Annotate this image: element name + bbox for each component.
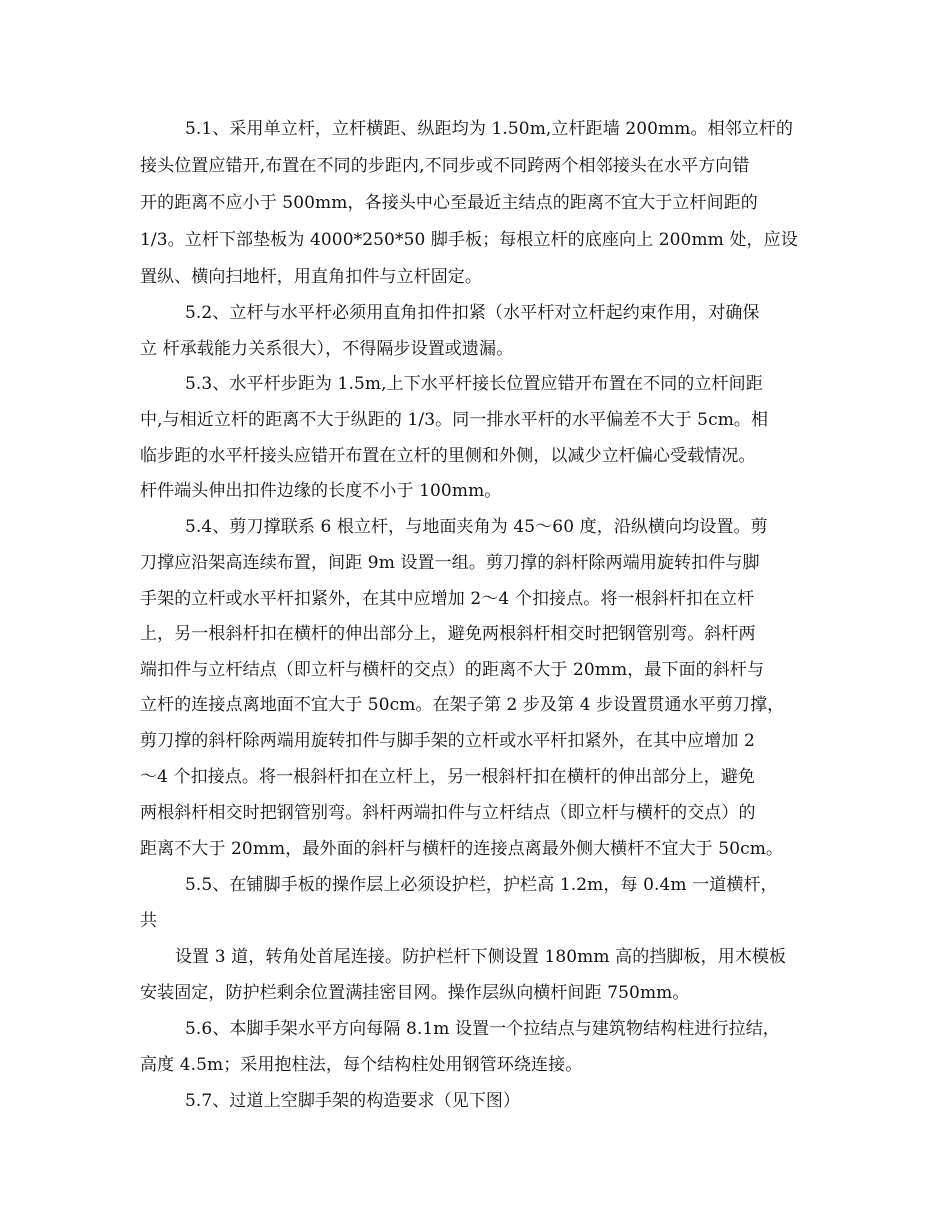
text-line: 立杆的连接点离地面不宜大于 50cm。在架子第 2 步及第 4 步设置贯通水平剪刀撑， bbox=[140, 695, 785, 715]
text-line: 中,与相近立杆的距离不大于纵距的 1/3。同一排水平杆的水平偏差不大于 5cm。相 bbox=[140, 410, 769, 430]
text-line: 共 bbox=[140, 911, 158, 931]
text-line: 5.7、过道上空脚手架的构造要求（见下图） bbox=[185, 1091, 521, 1111]
text-line: 接头位置应错开,布置在不同的步距内,不同步或不同跨两个相邻接头在水平方向错 bbox=[140, 156, 750, 176]
text-line: 5.4、剪刀撑联系 6 根立杆，与地面夹角为 45～60 度，沿纵横向均设置。剪 bbox=[185, 517, 768, 537]
text-line: 置纵、横向扫地杆，用直角扣件与立杆固定。 bbox=[140, 267, 482, 287]
text-line: 上，另一根斜杆扣在横杆的伸出部分上，避免两根斜杆相交时把钢管别弯。斜杆两 bbox=[140, 624, 756, 644]
text-line: 5.3、水平杆步距为 1.5m,上下水平杆接长位置应错开布置在不同的立杆间距 bbox=[185, 374, 763, 394]
text-line: 刀撑应沿架高连续布置，间距 9m 设置一组。剪刀撑的斜杆除两端用旋转扣件与脚 bbox=[140, 553, 760, 573]
text-line: 剪刀撑的斜杆除两端用旋转扣件与脚手架的立杆或水平杆扣紧外，在其中应增加 2 bbox=[140, 731, 755, 751]
text-line: 5.5、在铺脚手板的操作层上必须设护栏，护栏高 1.2m，每 0.4m 一道横杆， bbox=[185, 875, 778, 895]
text-line: 5.1、采用单立杆，立杆横距、纵距均为 1.50m,立杆距墙 200mm。相邻立杆的 bbox=[185, 119, 794, 139]
text-line: 设置 3 道，转角处首尾连接。防护栏杆下侧设置 180mm 高的挡脚板，用木模板 bbox=[175, 947, 787, 967]
text-line: 5.2、立杆与水平杆必须用直角扣件扣紧（水平杆对立杆起约束作用，对确保 bbox=[185, 303, 760, 323]
text-line: 开的距离不应小于 500mm，各接头中心至最近主结点的距离不宜大于立杆间距的 bbox=[140, 193, 758, 213]
text-line: 立 杆承载能力关系很大），不得隔步设置或遗漏。 bbox=[140, 339, 514, 359]
text-line: 距离不大于 20mm，最外面的斜杆与横杆的连接点离最外侧大横杆不宜大于 50cm。 bbox=[140, 839, 784, 859]
text-line: 手架的立杆或水平杆扣紧外，在其中应增加 2～4 个扣接点。将一根斜杆扣在立杆 bbox=[140, 589, 755, 609]
text-line: 高度 4.5m；采用抱柱法，每个结构柱处用钢管环绕连接。 bbox=[140, 1055, 583, 1075]
text-line: 5.6、本脚手架水平方向每隔 8.1m 设置一个拉结点与建筑物结构柱进行拉结， bbox=[185, 1019, 780, 1039]
text-line: ～4 个扣接点。将一根斜杆扣在立杆上，另一根斜杆扣在横杆的伸出部分上，避免 bbox=[140, 767, 755, 787]
text-line: 两根斜杆相交时把钢管别弯。斜杆两端扣件与立杆结点（即立杆与横杆的交点）的 bbox=[140, 803, 756, 823]
text-line: 安装固定，防护栏剩余位置满挂密目网。操作层纵向横杆间距 750mm。 bbox=[140, 983, 690, 1003]
text-line: 1/3。立杆下部垫板为 4000*250*50 脚手板；每根立杆的底座向上 200mm 处，应设 bbox=[140, 230, 798, 250]
text-line: 杆件端头伸出扣件边缘的长度不小于 100mm。 bbox=[140, 481, 502, 501]
text-line: 临步距的水平杆接头应错开布置在立杆的里侧和外侧，以减少立杆偏心受载情况。 bbox=[140, 446, 756, 466]
text-line: 端扣件与立杆结点（即立杆与横杆的交点）的距离不大于 20mm，最下面的斜杆与 bbox=[140, 660, 765, 680]
